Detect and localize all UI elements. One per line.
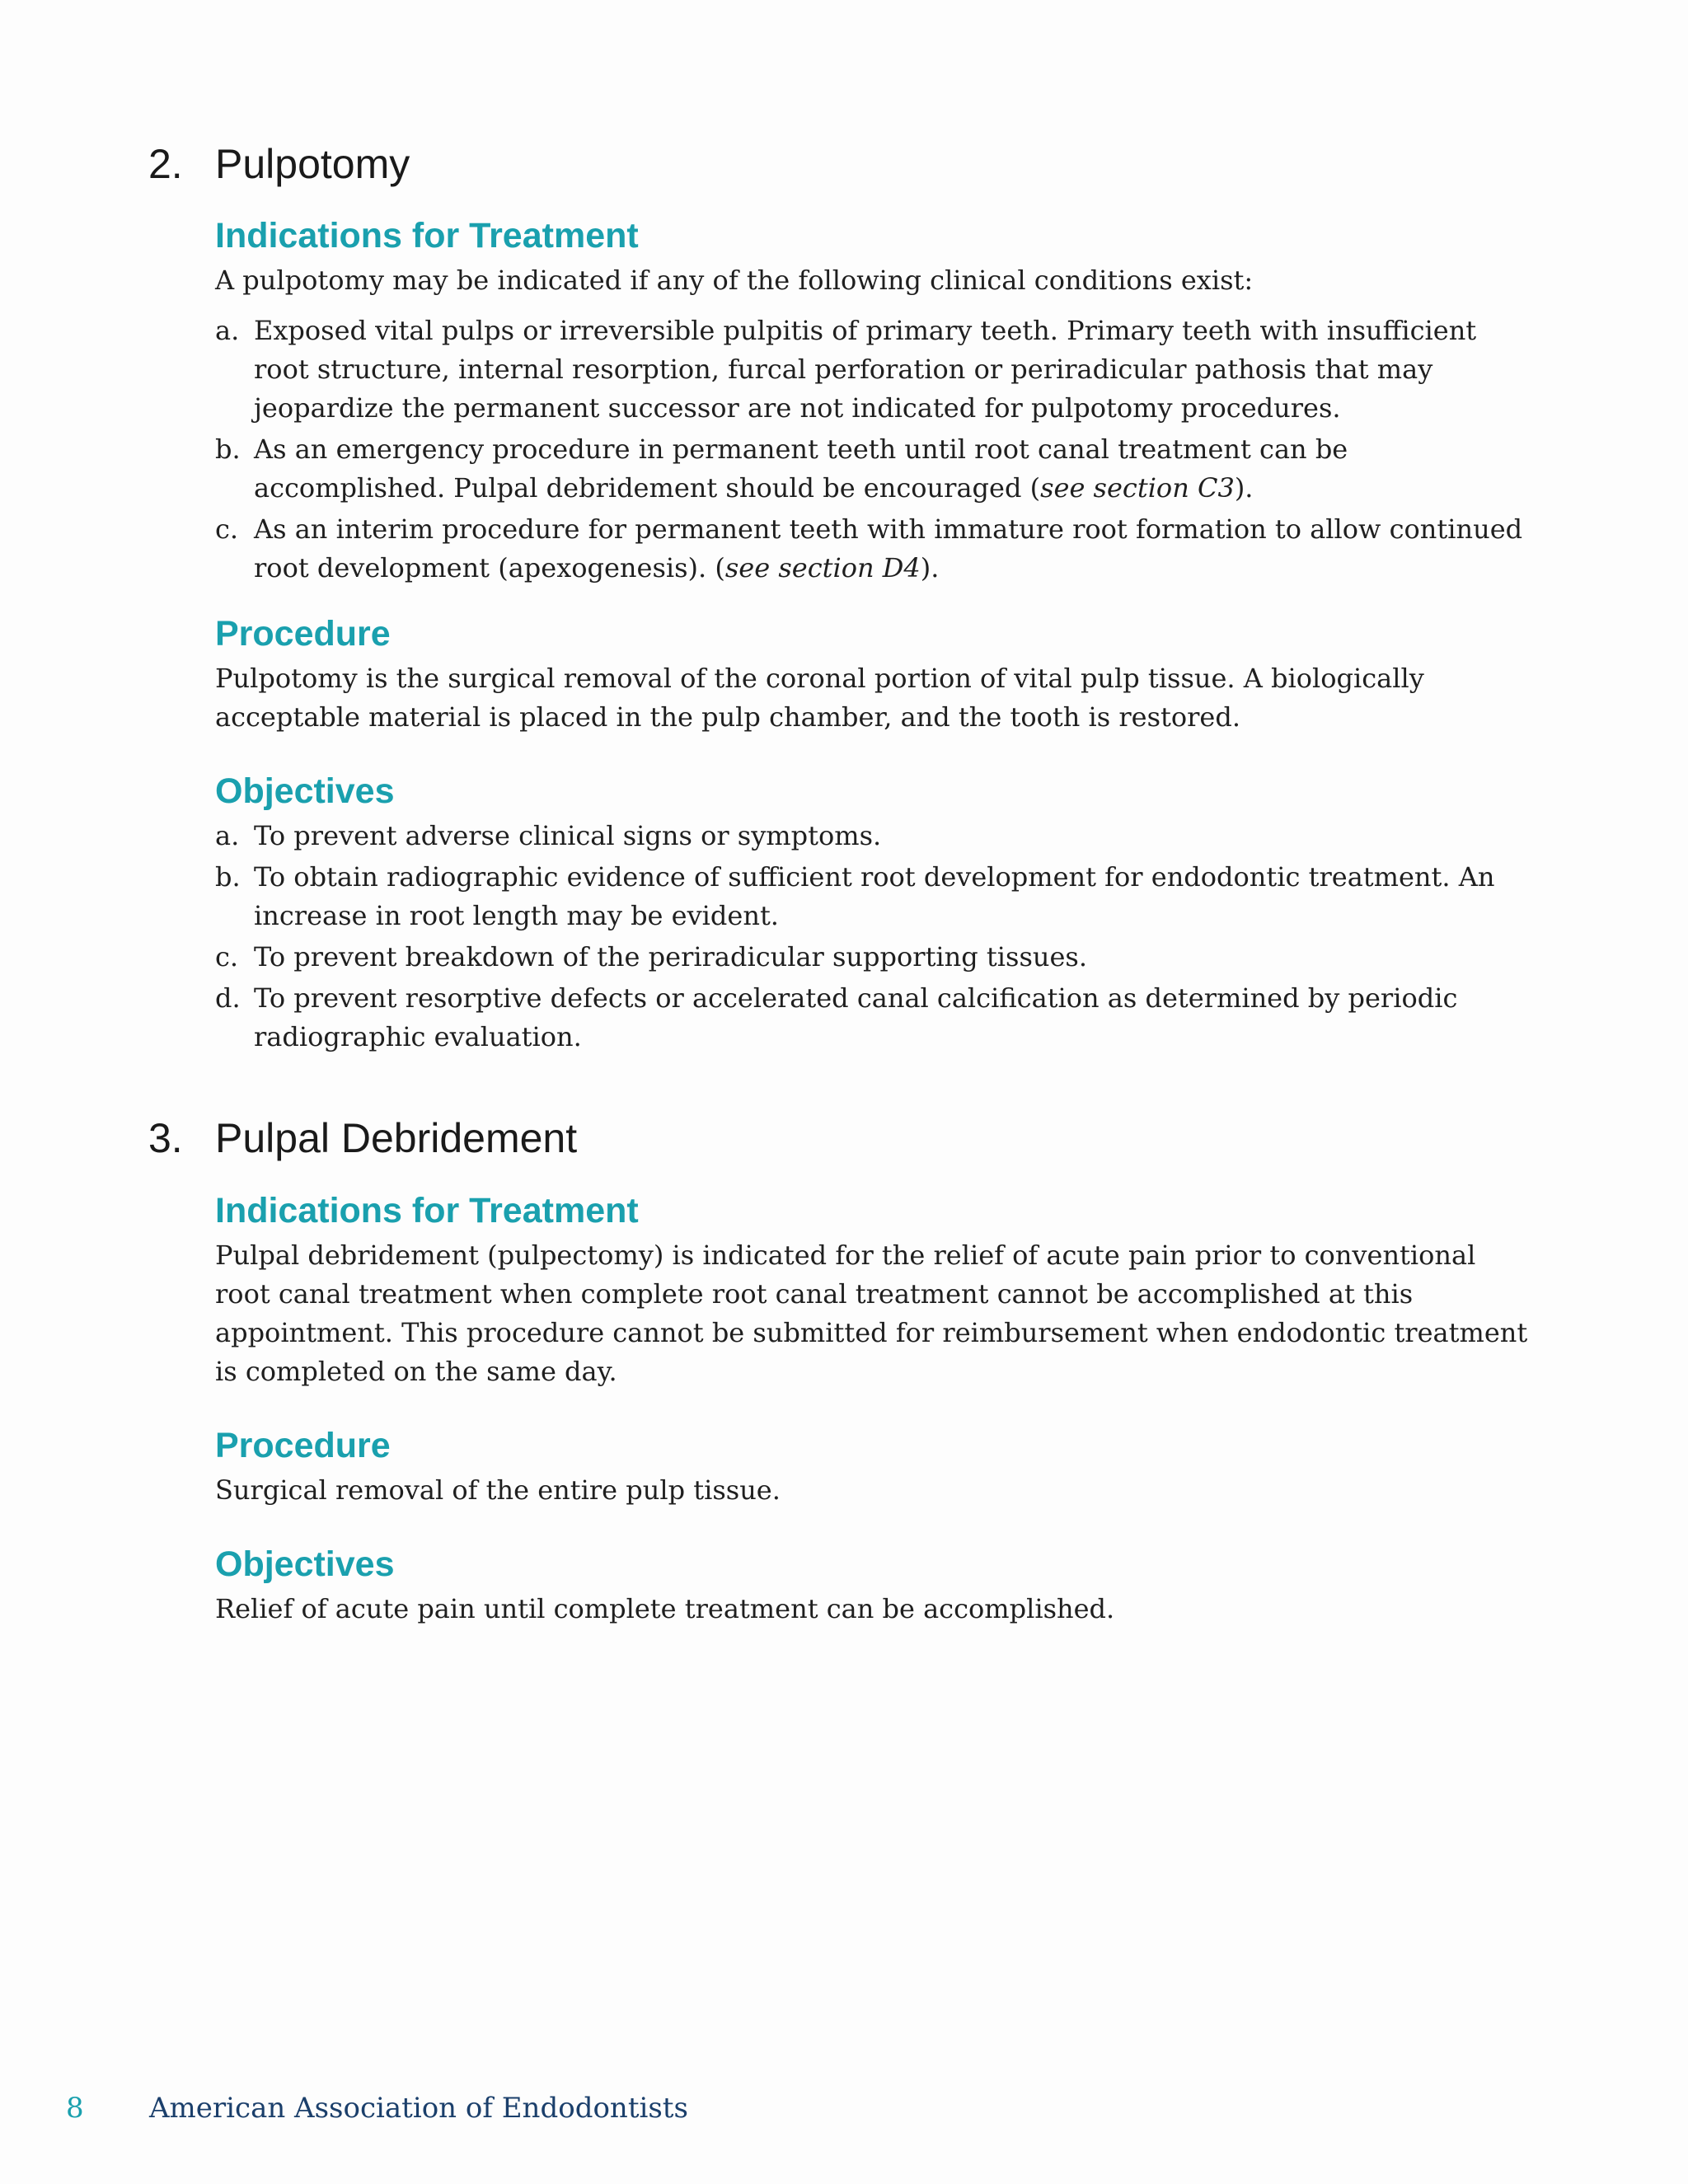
procedure-text: Surgical removal of the entire pulp tissue.	[215, 1474, 781, 1506]
section-number: 3.	[148, 1115, 183, 1161]
list-marker: b.	[215, 861, 241, 893]
objectives-text: Relief of acute pain until complete treatment can be accomplished.	[215, 1593, 1115, 1624]
subheading-indications: Indications for Treatment	[215, 216, 639, 255]
list-item	[215, 510, 1534, 588]
list-item	[215, 979, 1534, 1057]
list-item	[215, 430, 1534, 508]
objectives-list	[215, 817, 1534, 1059]
list-item	[215, 312, 1534, 428]
list-item-text: To obtain radiographic evidence of sufficient root development for endodontic treatment. An increase in root length may be evident.	[254, 861, 1495, 931]
list-item-text: Exposed vital pulps or irreversible pulpitis of primary teeth. Primary teeth with insufficient root structure, internal resorption, furcal perforation or periradicular pathosis that may jeopardize the permanent successor are not indicated for pulpotomy procedures.	[254, 315, 1477, 424]
list-item	[215, 817, 1534, 855]
list-marker: a.	[215, 315, 240, 346]
list-marker: c.	[215, 513, 239, 545]
subheading-procedure: Procedure	[215, 1426, 391, 1465]
indications-text: Pulpal debridement (pulpectomy) is indicated for the relief of acute pain prior to conventional root canal treatment when complete root canal treatment cannot be accomplished at this appointment. This procedure cannot be submitted for reimbursement when endodontic treatment is completed on the same day.	[215, 1240, 1528, 1387]
list-marker: a.	[215, 820, 240, 851]
list-marker: d.	[215, 982, 241, 1014]
section-heading: Pulpal Debridement	[215, 1115, 578, 1161]
list-item	[215, 938, 1534, 977]
subheading-procedure: Procedure	[215, 614, 391, 654]
list-item-text-end: ).	[1234, 472, 1254, 504]
list-item	[215, 858, 1534, 935]
list-item-text: As an interim procedure for permanent teeth with immature root formation to allow continued root development (apexogenesis). (	[254, 513, 1523, 583]
section-heading: Pulpotomy	[215, 141, 410, 187]
list-item-text: To prevent adverse clinical signs or symptoms.	[254, 820, 882, 851]
subheading-indications: Indications for Treatment	[215, 1191, 639, 1230]
section-reference: see section D4	[724, 552, 921, 583]
procedure-text: Pulpotomy is the surgical removal of the coronal portion of vital pulp tissue. A biologically acceptable material is placed in the pulp chamber, and the tooth is restored.	[215, 663, 1424, 733]
list-marker: b.	[215, 434, 241, 465]
list-item-text: To prevent breakdown of the periradicular supporting tissues.	[254, 941, 1087, 972]
section-reference: see section C3	[1040, 472, 1235, 504]
indications-intro: A pulpotomy may be indicated if any of the following clinical conditions exist:	[215, 265, 1254, 296]
subheading-objectives: Objectives	[215, 771, 395, 811]
section-number: 2.	[148, 141, 183, 187]
page-number: 8	[66, 2092, 84, 2125]
subheading-objectives: Objectives	[215, 1544, 395, 1584]
footer-organization: American Association of Endodontists	[149, 2092, 688, 2125]
list-marker: c.	[215, 941, 239, 972]
list-item-text: To prevent resorptive defects or accelerated canal calcification as determined by periodic radiographic evaluation.	[254, 982, 1458, 1052]
list-item-text-end: ).	[920, 552, 940, 583]
indications-list	[215, 312, 1534, 590]
list-item-text: As an emergency procedure in permanent teeth until root canal treatment can be accomplished. Pulpal debridement should be encouraged (	[254, 434, 1348, 504]
